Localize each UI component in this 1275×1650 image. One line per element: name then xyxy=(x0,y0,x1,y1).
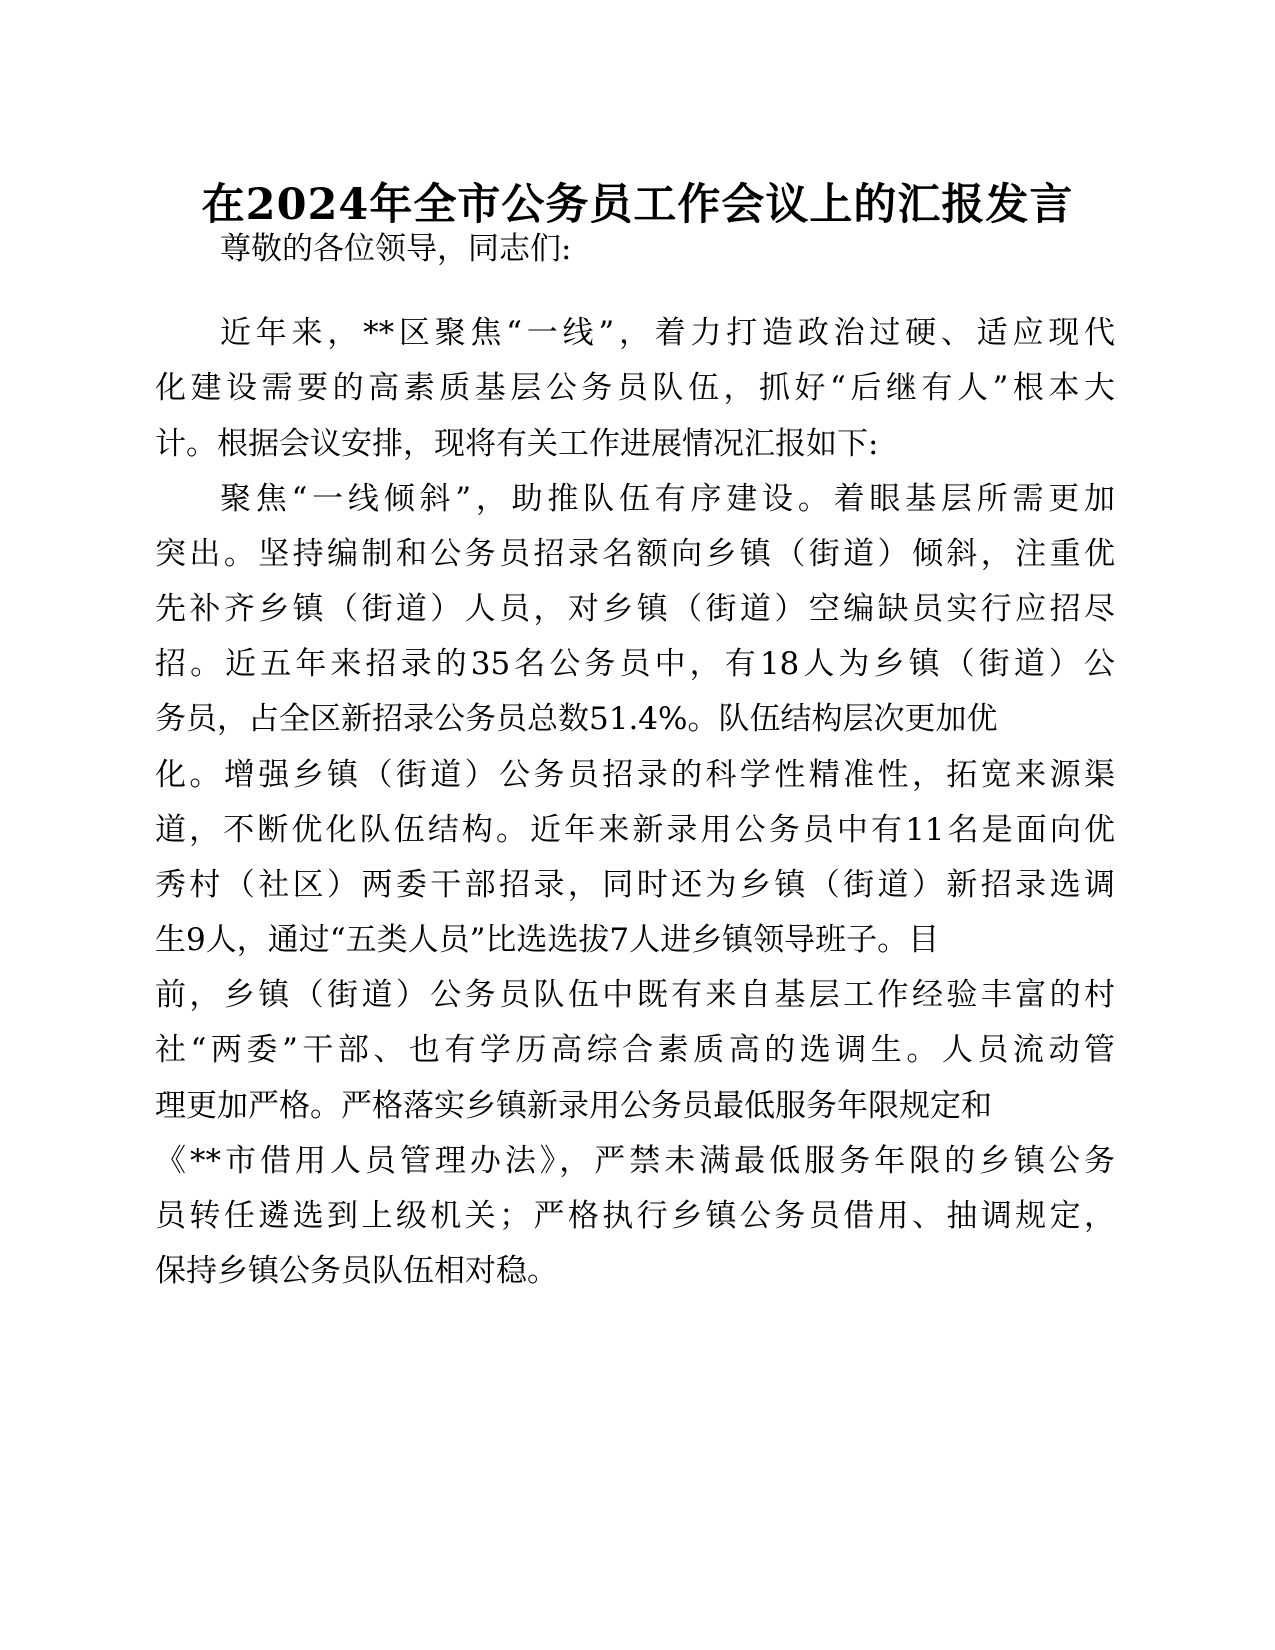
text-line: 近年来，**区聚焦“一线”，着力打造政治过硬、适应现代 xyxy=(220,315,1115,351)
text-line: 突出。坚持编制和公务员招录名额向乡镇（街道）倾斜，注重优 xyxy=(155,536,1115,572)
text-line: 秀村（社区）两委干部招录，同时还为乡镇（街道）新招录选调 xyxy=(155,867,1115,903)
text-line: 尊敬的各位领导，同志们: xyxy=(220,231,572,267)
text-line: 先补齐乡镇（街道）人员，对乡镇（街道）空编缺员实行应招尽 xyxy=(155,591,1115,627)
text-line: 保持乡镇公务员队伍相对稳。 xyxy=(155,1253,558,1289)
text-line: 化建设需要的高素质基层公务员队伍，抓好“后继有人”根本大 xyxy=(155,370,1115,406)
text-line: 务员，占全区新招录公务员总数51.4%。队伍结构层次更加优 xyxy=(155,701,998,737)
text-line: 计。根据会议安排，现将有关工作进展情况汇报如下: xyxy=(155,426,879,462)
text-line: 前，乡镇（街道）公务员队伍中既有来自基层工作经验丰富的村 xyxy=(155,977,1115,1013)
text-line: 化。增强乡镇（街道）公务员招录的科学性精准性，拓宽来源渠 xyxy=(155,757,1115,793)
text-line: 生9人，通过“五类人员”比选选拔7人进乡镇领导班子。目 xyxy=(155,922,940,958)
document-title: 在2024年全市公务员工作会议上的汇报发言 xyxy=(201,180,1074,230)
text-line: 社“两委”干部、也有学历高综合素质高的选调生。人员流动管 xyxy=(155,1032,1115,1068)
text-line: 招。近五年来招录的35名公务员中，有18人为乡镇（街道）公 xyxy=(155,646,1115,682)
text-line: 道，不断优化队伍结构。近年来新录用公务员中有11名是面向优 xyxy=(155,812,1115,848)
text-line: 员转任遴选到上级机关；严格执行乡镇公务员借用、抽调规定， xyxy=(155,1198,1115,1234)
text-line: 《**市借用人员管理办法》，严禁未满最低服务年限的乡镇公务 xyxy=(155,1143,1115,1179)
text-line: 理更加严格。严格落实乡镇新录用公务员最低服务年限规定和 xyxy=(155,1088,992,1124)
text-line: 聚焦“一线倾斜”，助推队伍有序建设。着眼基层所需更加 xyxy=(220,481,1115,517)
